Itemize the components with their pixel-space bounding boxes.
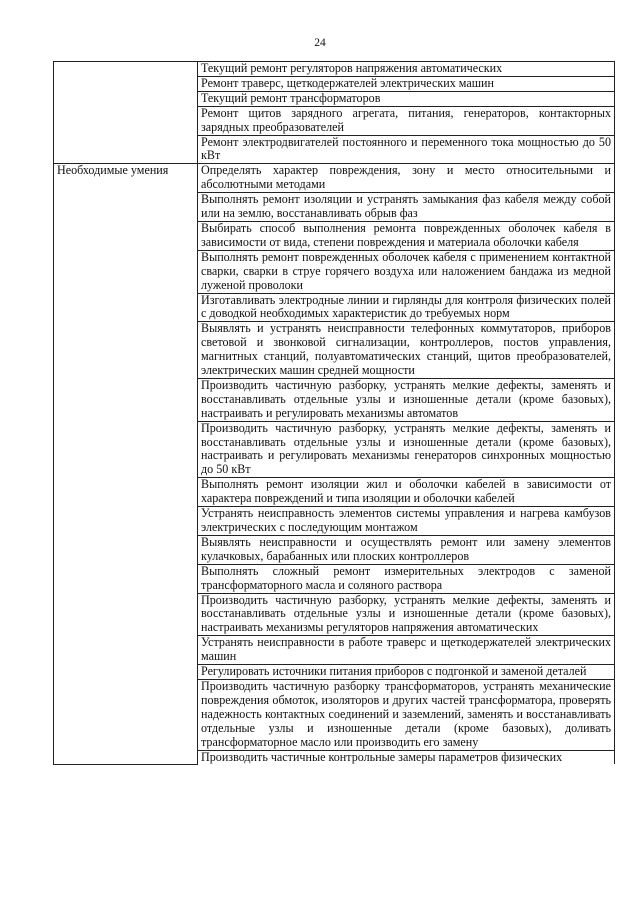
table-cell: Производить частичную разборку трансформаторов, устранять механические повреждения обмоток, изоляторов и других частей трансформатора, проверять надежность контактных соединений и заземлений, заменять и восстанавливать отдельные узлы и изношенные детали (кроме базовых), доливать трансформаторное масло или производить его замену — [198, 679, 615, 750]
table-cell: Ремонт траверс, щеткодержателей электрических машин — [198, 76, 615, 91]
table-cell: Производить частичную разборку, устранять мелкие дефекты, заменять и восстанавливать отдельные узлы и изношенные детали (кроме базовых), настраивать механизмы регуляторов напряжения автоматических — [198, 593, 615, 636]
table-cell: Выявлять неисправности и осуществлять ремонт или замену элементов кулачковых, барабанных или плоских контроллеров — [198, 535, 615, 564]
page-number: 24 — [314, 37, 326, 49]
table-cell: Ремонт щитов зарядного агрегата, питания, генераторов, контакторных зарядных преобразователей — [198, 106, 615, 135]
table-cell: Производить частичную разборку, устранять мелкие дефекты, заменять и восстанавливать отдельные узлы и изношенные детали (кроме базовых), настраивать и регулировать механизмы автоматов — [198, 378, 615, 421]
competency-table — [53, 61, 615, 765]
table-cell: Производить частичные контрольные замеры параметров физических — [198, 750, 615, 764]
table-cell: Выполнять ремонт поврежденных оболочек кабеля с применением контактной сварки, сварки в струе горячего воздуха или наложением бандажа из медной луженой проволоки — [198, 250, 615, 293]
table-row — [54, 62, 615, 77]
table-cell: Регулировать источники питания приборов с подгонкой и заменой деталей — [198, 665, 615, 680]
table-cell: Определять характер повреждения, зону и место относительными и абсолютными методами — [198, 164, 615, 193]
empty-label-cell — [54, 62, 198, 164]
table-cell: Текущий ремонт регуляторов напряжения автоматических — [198, 62, 615, 77]
table-cell: Текущий ремонт трансформаторов — [198, 91, 615, 106]
table-cell: Устранять неисправность элементов системы управления и нагрева камбузов электрических с последующим монтажом — [198, 507, 615, 536]
table-cell: Изготавливать электродные линии и гирлянды для контроля физических полей с доводкой необходимых характеристик до требуемых норм — [198, 293, 615, 322]
table-cell: Ремонт электродвигателей постоянного и переменного тока мощностью до 50 кВт — [198, 135, 615, 164]
table-cell: Выполнять ремонт изоляции жил и оболочки кабелей в зависимости от характера повреждений и типа изоляции и оболочки кабелей — [198, 478, 615, 507]
table-cell: Выполнять сложный ремонт измерительных электродов с заменой трансформаторного масла и соляного раствора — [198, 564, 615, 593]
section-label: Необходимые умения — [54, 164, 198, 765]
table-cell: Выбирать способ выполнения ремонта поврежденных оболочек кабеля в зависимости от вида, степени повреждения и материала оболочки кабеля — [198, 221, 615, 250]
table-row — [54, 164, 615, 193]
table-cell: Производить частичную разборку, устранять мелкие дефекты, заменять и восстанавливать отдельные узлы и изношенные детали (кроме базовых), настраивать и регулировать механизмы генераторов синхронных мощностью до 50 кВт — [198, 421, 615, 478]
table-cell: Выявлять и устранять неисправности телефонных коммутаторов, приборов световой и звонковой сигнализации, контроллеров, постов управления, магнитных станций, полуавтоматических станций, щитов преобразователей, электрических машин средней мощности — [198, 322, 615, 379]
table-cell: Выполнять ремонт изоляции и устранять замыкания фаз кабеля между собой или на землю, восстанавливать обрыв фаз — [198, 193, 615, 222]
table-cell: Устранять неисправности в работе траверс и щеткодержателей электрических машин — [198, 636, 615, 665]
